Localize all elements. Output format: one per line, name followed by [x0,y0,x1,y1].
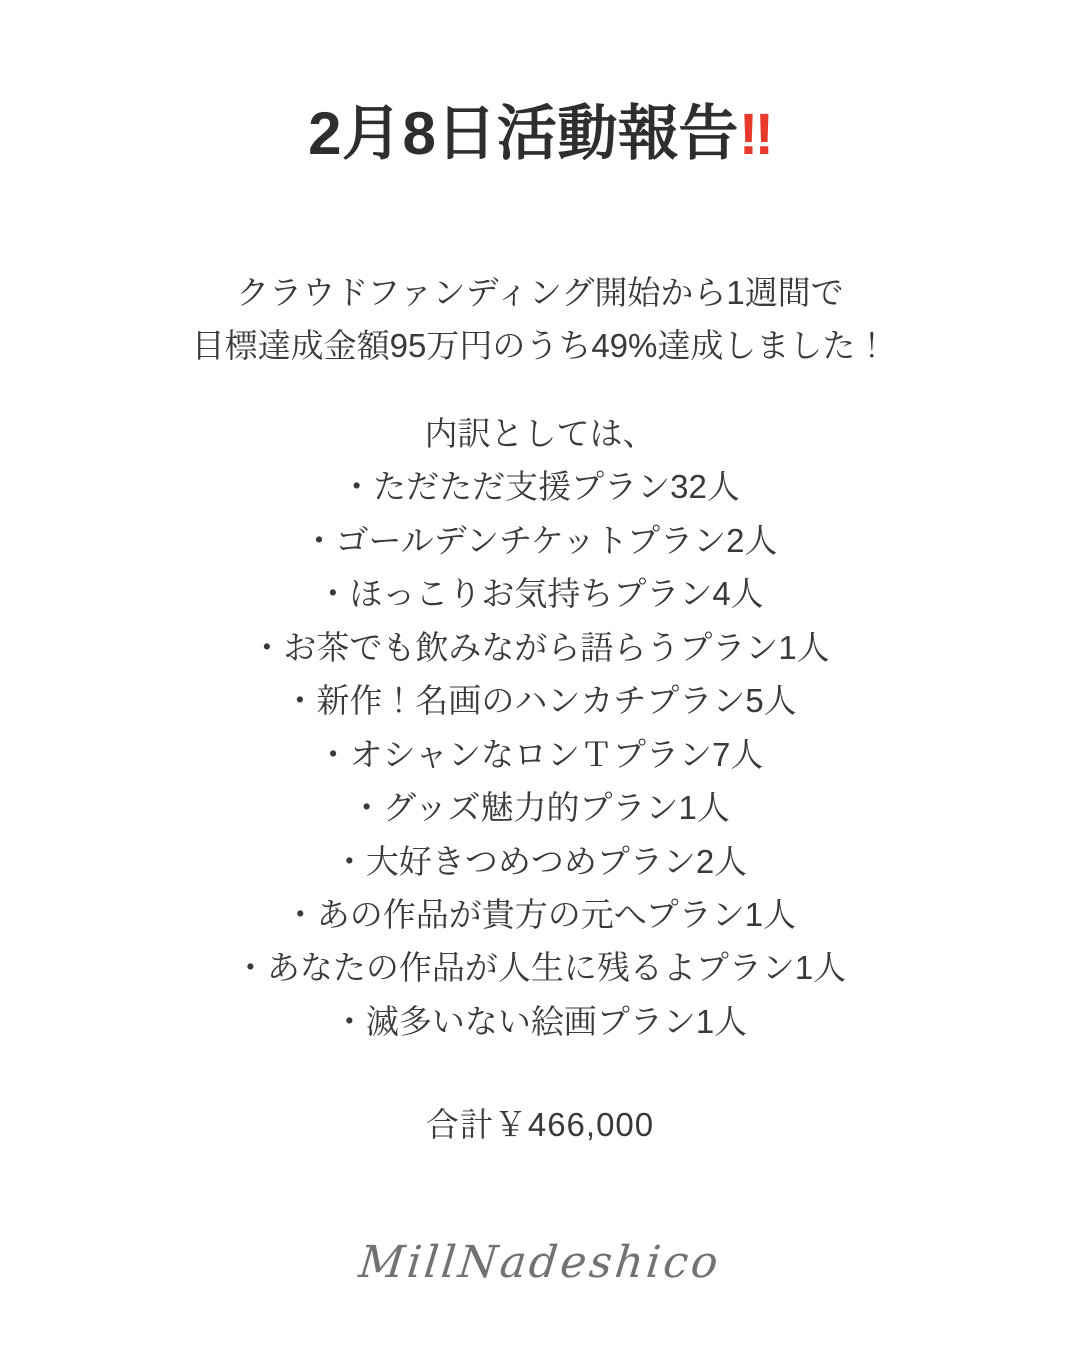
post-body [192,266,889,1152]
list-item: ・ほっこりお気持ちプラン4人 [316,575,764,613]
list-item: ・グッズ魅力的プラン1人 [350,789,730,827]
page-title-text: 2月8日活動報告 [308,100,739,167]
breakdown-heading: 内訳としては、 [424,414,656,452]
list-item: ・滅多いない絵画プラン1人 [332,1002,748,1040]
spacer [192,1048,889,1098]
list-item: ・ゴールデンチケットプラン2人 [302,521,778,559]
page-title [308,98,772,170]
list-item: ・あの作品が貴方の元へプラン1人 [283,895,797,933]
plan-list [192,460,889,1048]
list-item: ・あなたの作品が人生に残るよプラン1人 [233,949,847,987]
list-item: ・ただただ支援プラン32人 [340,468,740,506]
intro-line-1: クラウドファンディング開始から1週間で [236,274,844,311]
double-exclamation-icon: ‼ [738,102,772,167]
signature: MillNadeshico [356,1237,724,1288]
spacer [192,373,889,407]
intro-line-2: 目標達成金額95万円のうち49%達成しました！ [191,327,889,365]
list-item: ・オシャンなロンＴプラン7人 [316,735,764,773]
list-item: ・新作！名画のハンカチプラン5人 [283,682,797,720]
total-amount: 合計￥466,000 [425,1106,655,1144]
list-item: ・お茶でも飲みながら語らうプラン1人 [250,628,830,666]
list-item: ・大好きつめつめプラン2人 [332,842,748,880]
